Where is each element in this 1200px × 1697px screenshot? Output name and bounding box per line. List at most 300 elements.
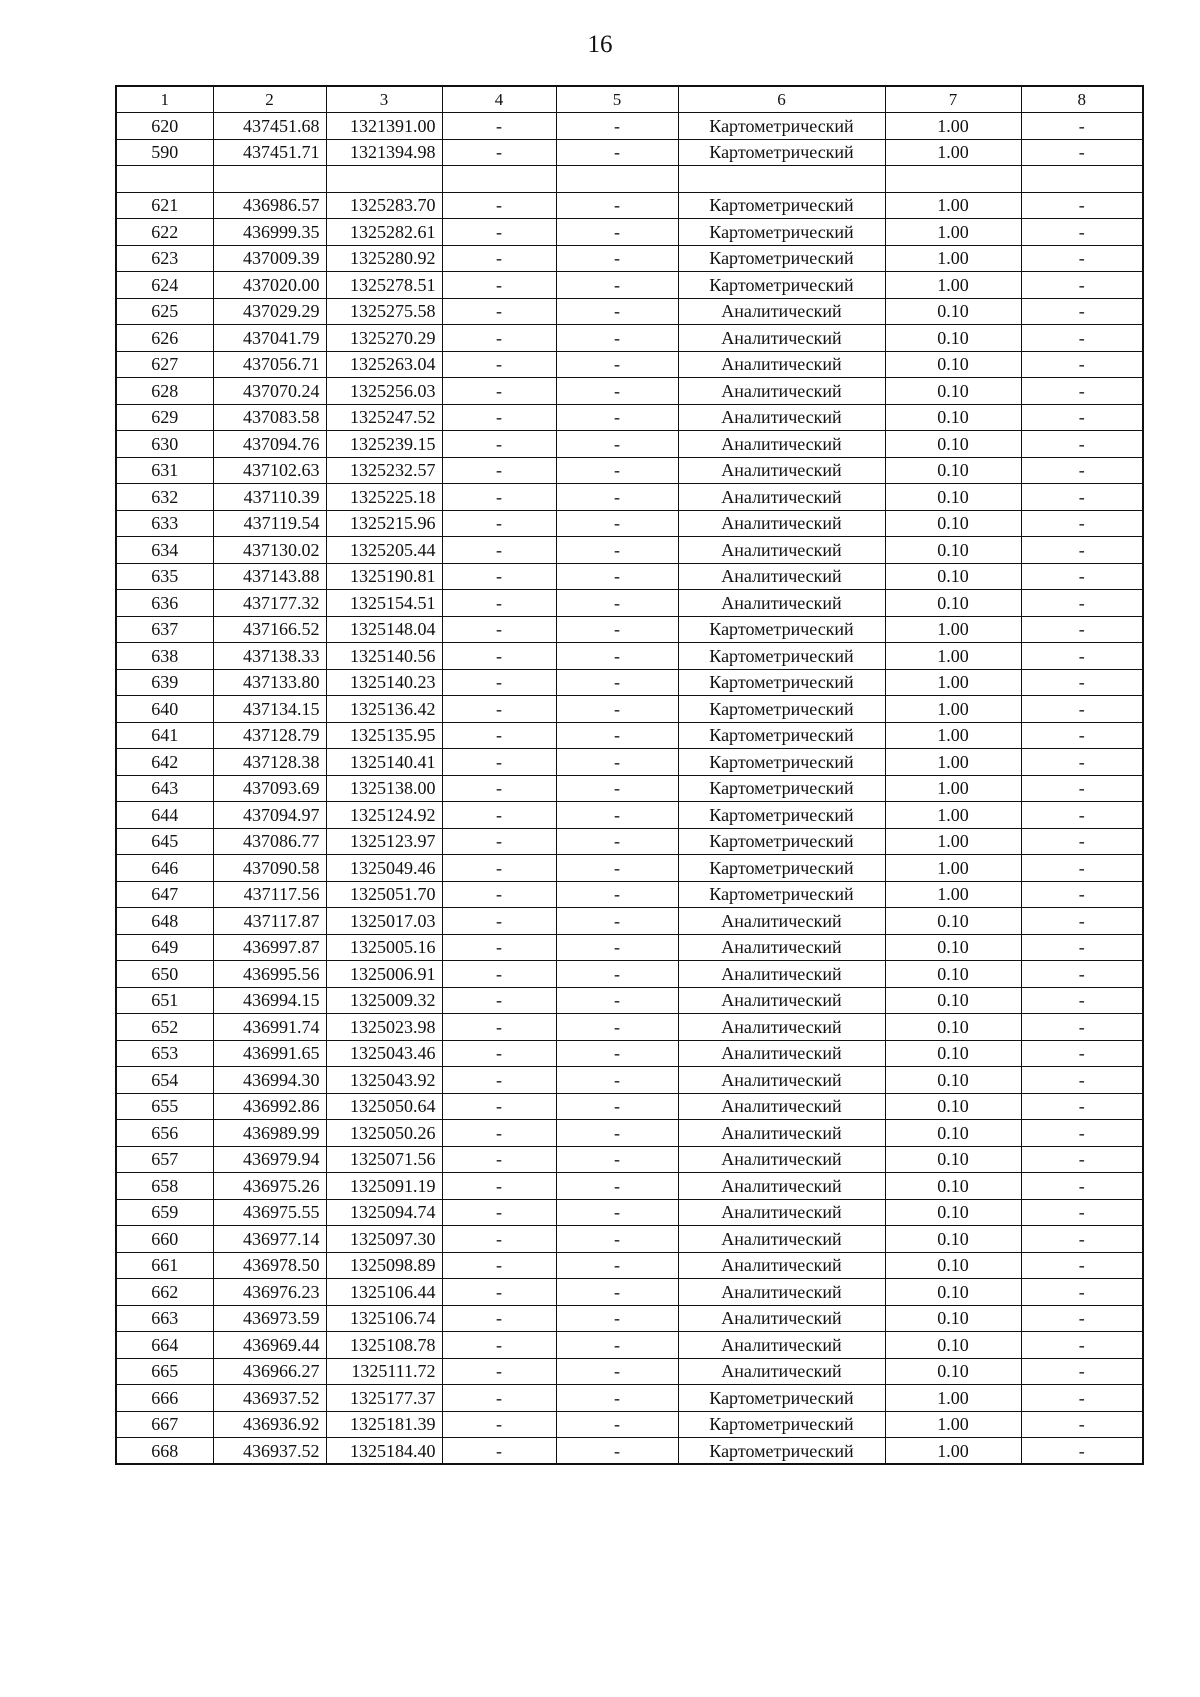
- column-4-cell: -: [442, 643, 556, 670]
- y-coordinate-cell: 1325098.89: [326, 1252, 442, 1279]
- point-number-cell: 663: [116, 1305, 213, 1332]
- method-cell: Аналитический: [678, 934, 885, 961]
- column-5-cell: -: [556, 590, 678, 617]
- column-4-cell: -: [442, 775, 556, 802]
- accuracy-cell: 0.10: [885, 961, 1021, 988]
- column-5-cell: -: [556, 404, 678, 431]
- accuracy-cell: 0.10: [885, 404, 1021, 431]
- column-4-cell: -: [442, 192, 556, 219]
- column-8-cell: -: [1021, 802, 1143, 829]
- x-coordinate-cell: 437102.63: [213, 457, 326, 484]
- accuracy-cell: 0.10: [885, 1332, 1021, 1359]
- column-5-cell: -: [556, 1305, 678, 1332]
- point-number-cell: 659: [116, 1199, 213, 1226]
- y-coordinate-cell: 1325091.19: [326, 1173, 442, 1200]
- x-coordinate-cell: 437177.32: [213, 590, 326, 617]
- y-coordinate-cell: 1325049.46: [326, 855, 442, 882]
- column-4-cell: -: [442, 881, 556, 908]
- point-number-cell: 635: [116, 563, 213, 590]
- accuracy-cell: 0.10: [885, 510, 1021, 537]
- accuracy-cell: 0.10: [885, 1226, 1021, 1253]
- column-5-cell: -: [556, 961, 678, 988]
- column-8-cell: -: [1021, 934, 1143, 961]
- accuracy-cell: 0.10: [885, 1067, 1021, 1094]
- column-5-cell: -: [556, 1332, 678, 1359]
- point-number-cell: 666: [116, 1385, 213, 1412]
- accuracy-cell: 1.00: [885, 1438, 1021, 1465]
- column-4-cell: -: [442, 908, 556, 935]
- column-5-cell: -: [556, 722, 678, 749]
- method-cell: Картометрический: [678, 775, 885, 802]
- column-header: 4: [442, 86, 556, 113]
- method-cell: Аналитический: [678, 431, 885, 458]
- y-coordinate-cell: 1325181.39: [326, 1411, 442, 1438]
- column-8-cell: -: [1021, 510, 1143, 537]
- y-coordinate-cell: 1325138.00: [326, 775, 442, 802]
- column-5-cell: -: [556, 1226, 678, 1253]
- method-cell: Аналитический: [678, 1305, 885, 1332]
- method-cell: Аналитический: [678, 1199, 885, 1226]
- column-4-cell: -: [442, 722, 556, 749]
- accuracy-cell: 1.00: [885, 616, 1021, 643]
- accuracy-cell: 0.10: [885, 1120, 1021, 1147]
- x-coordinate-cell: 437117.56: [213, 881, 326, 908]
- method-cell: Аналитический: [678, 1173, 885, 1200]
- x-coordinate-cell: 436975.26: [213, 1173, 326, 1200]
- point-number-cell: 642: [116, 749, 213, 776]
- x-coordinate-cell: [213, 166, 326, 193]
- point-number-cell: 633: [116, 510, 213, 537]
- x-coordinate-cell: 436986.57: [213, 192, 326, 219]
- column-4-cell: -: [442, 431, 556, 458]
- y-coordinate-cell: 1325270.29: [326, 325, 442, 352]
- accuracy-cell: 1.00: [885, 855, 1021, 882]
- x-coordinate-cell: 436976.23: [213, 1279, 326, 1306]
- method-cell: Картометрический: [678, 272, 885, 299]
- column-4-cell: -: [442, 855, 556, 882]
- method-cell: Аналитический: [678, 1014, 885, 1041]
- column-4-cell: -: [442, 696, 556, 723]
- table-row: [116, 802, 1143, 829]
- column-8-cell: -: [1021, 696, 1143, 723]
- y-coordinate-cell: [326, 166, 442, 193]
- y-coordinate-cell: 1325205.44: [326, 537, 442, 564]
- x-coordinate-cell: 437094.76: [213, 431, 326, 458]
- x-coordinate-cell: 436973.59: [213, 1305, 326, 1332]
- x-coordinate-cell: 436937.52: [213, 1438, 326, 1465]
- column-4-cell: -: [442, 113, 556, 140]
- column-4-cell: -: [442, 828, 556, 855]
- column-4-cell: -: [442, 1411, 556, 1438]
- point-number-cell: 667: [116, 1411, 213, 1438]
- accuracy-cell: 0.10: [885, 987, 1021, 1014]
- method-cell: Картометрический: [678, 139, 885, 166]
- column-8-cell: -: [1021, 219, 1143, 246]
- point-number-cell: 656: [116, 1120, 213, 1147]
- table-row: [116, 457, 1143, 484]
- point-number-cell: 627: [116, 351, 213, 378]
- accuracy-cell: 0.10: [885, 1358, 1021, 1385]
- method-cell: Картометрический: [678, 1411, 885, 1438]
- y-coordinate-cell: 1325140.56: [326, 643, 442, 670]
- accuracy-cell: 1.00: [885, 245, 1021, 272]
- accuracy-cell: 0.10: [885, 1305, 1021, 1332]
- y-coordinate-cell: 1325232.57: [326, 457, 442, 484]
- column-8-cell: -: [1021, 749, 1143, 776]
- y-coordinate-cell: 1325263.04: [326, 351, 442, 378]
- point-number-cell: 590: [116, 139, 213, 166]
- column-8-cell: -: [1021, 1438, 1143, 1465]
- column-4-cell: -: [442, 484, 556, 511]
- table-row: [116, 404, 1143, 431]
- point-number-cell: 630: [116, 431, 213, 458]
- table-row: [116, 563, 1143, 590]
- x-coordinate-cell: 436966.27: [213, 1358, 326, 1385]
- y-coordinate-cell: 1325140.41: [326, 749, 442, 776]
- column-5-cell: -: [556, 802, 678, 829]
- y-coordinate-cell: 1325023.98: [326, 1014, 442, 1041]
- column-header: 6: [678, 86, 885, 113]
- column-8-cell: -: [1021, 484, 1143, 511]
- x-coordinate-cell: 437090.58: [213, 855, 326, 882]
- method-cell: Картометрический: [678, 855, 885, 882]
- column-5-cell: -: [556, 643, 678, 670]
- column-4-cell: -: [442, 961, 556, 988]
- column-8-cell: -: [1021, 192, 1143, 219]
- column-8-cell: -: [1021, 298, 1143, 325]
- y-coordinate-cell: 1325111.72: [326, 1358, 442, 1385]
- y-coordinate-cell: 1325123.97: [326, 828, 442, 855]
- x-coordinate-cell: 437130.02: [213, 537, 326, 564]
- method-cell: Картометрический: [678, 881, 885, 908]
- y-coordinate-cell: 1325097.30: [326, 1226, 442, 1253]
- column-8-cell: -: [1021, 537, 1143, 564]
- column-4-cell: -: [442, 749, 556, 776]
- point-number-cell: 652: [116, 1014, 213, 1041]
- table-row: [116, 245, 1143, 272]
- column-8-cell: -: [1021, 1226, 1143, 1253]
- table-row: [116, 749, 1143, 776]
- point-number-cell: 658: [116, 1173, 213, 1200]
- table-row: [116, 1226, 1143, 1253]
- accuracy-cell: 1.00: [885, 749, 1021, 776]
- column-4-cell: -: [442, 1067, 556, 1094]
- method-cell: Картометрический: [678, 643, 885, 670]
- column-4-cell: -: [442, 1252, 556, 1279]
- point-number-cell: 631: [116, 457, 213, 484]
- point-number-cell: 647: [116, 881, 213, 908]
- column-8-cell: -: [1021, 669, 1143, 696]
- table-row: [116, 431, 1143, 458]
- column-8-cell: -: [1021, 828, 1143, 855]
- y-coordinate-cell: 1325278.51: [326, 272, 442, 299]
- y-coordinate-cell: 1325140.23: [326, 669, 442, 696]
- point-number-cell: 668: [116, 1438, 213, 1465]
- column-4-cell: -: [442, 1305, 556, 1332]
- point-number-cell: 645: [116, 828, 213, 855]
- method-cell: Картометрический: [678, 722, 885, 749]
- accuracy-cell: 0.10: [885, 1040, 1021, 1067]
- accuracy-cell: 1.00: [885, 828, 1021, 855]
- point-number-cell: 634: [116, 537, 213, 564]
- column-5-cell: -: [556, 775, 678, 802]
- method-cell: Аналитический: [678, 404, 885, 431]
- point-number-cell: 640: [116, 696, 213, 723]
- table-row: [116, 272, 1143, 299]
- column-8-cell: -: [1021, 855, 1143, 882]
- method-cell: Аналитический: [678, 1067, 885, 1094]
- column-5-cell: -: [556, 1093, 678, 1120]
- table-row: [116, 722, 1143, 749]
- method-cell: Картометрический: [678, 669, 885, 696]
- column-4-cell: -: [442, 802, 556, 829]
- column-header: 3: [326, 86, 442, 113]
- method-cell: Аналитический: [678, 378, 885, 405]
- y-coordinate-cell: 1325275.58: [326, 298, 442, 325]
- x-coordinate-cell: 437086.77: [213, 828, 326, 855]
- table-header-row: [116, 86, 1143, 113]
- x-coordinate-cell: 437117.87: [213, 908, 326, 935]
- method-cell: Аналитический: [678, 484, 885, 511]
- y-coordinate-cell: 1325225.18: [326, 484, 442, 511]
- method-cell: Аналитический: [678, 351, 885, 378]
- column-4-cell: -: [442, 457, 556, 484]
- column-8-cell: -: [1021, 245, 1143, 272]
- method-cell: Картометрический: [678, 828, 885, 855]
- column-4-cell: -: [442, 616, 556, 643]
- method-cell: Аналитический: [678, 1120, 885, 1147]
- x-coordinate-cell: 437009.39: [213, 245, 326, 272]
- point-number-cell: 636: [116, 590, 213, 617]
- column-8-cell: -: [1021, 1173, 1143, 1200]
- x-coordinate-cell: 436997.87: [213, 934, 326, 961]
- x-coordinate-cell: 437070.24: [213, 378, 326, 405]
- method-cell: Аналитический: [678, 457, 885, 484]
- column-8-cell: -: [1021, 590, 1143, 617]
- table-row: [116, 669, 1143, 696]
- y-coordinate-cell: 1325283.70: [326, 192, 442, 219]
- y-coordinate-cell: 1325017.03: [326, 908, 442, 935]
- column-8-cell: -: [1021, 325, 1143, 352]
- y-coordinate-cell: 1325177.37: [326, 1385, 442, 1412]
- column-5-cell: -: [556, 192, 678, 219]
- y-coordinate-cell: 1325051.70: [326, 881, 442, 908]
- x-coordinate-cell: 436994.30: [213, 1067, 326, 1094]
- column-4-cell: -: [442, 1014, 556, 1041]
- table-row: [116, 351, 1143, 378]
- column-4-cell: -: [442, 987, 556, 1014]
- column-5-cell: -: [556, 113, 678, 140]
- accuracy-cell: 0.10: [885, 537, 1021, 564]
- method-cell: Аналитический: [678, 510, 885, 537]
- y-coordinate-cell: 1325106.44: [326, 1279, 442, 1306]
- column-5-cell: -: [556, 1120, 678, 1147]
- x-coordinate-cell: 437166.52: [213, 616, 326, 643]
- column-8-cell: -: [1021, 1305, 1143, 1332]
- table-row: [116, 1173, 1143, 1200]
- method-cell: Картометрический: [678, 1385, 885, 1412]
- y-coordinate-cell: 1325154.51: [326, 590, 442, 617]
- column-5-cell: -: [556, 1146, 678, 1173]
- table-row: [116, 1040, 1143, 1067]
- column-5-cell: -: [556, 1199, 678, 1226]
- table-row: [116, 219, 1143, 246]
- column-8-cell: -: [1021, 775, 1143, 802]
- column-8-cell: -: [1021, 881, 1143, 908]
- column-4-cell: -: [442, 1358, 556, 1385]
- column-4-cell: -: [442, 590, 556, 617]
- column-4-cell: -: [442, 1385, 556, 1412]
- y-coordinate-cell: 1325124.92: [326, 802, 442, 829]
- column-5-cell: -: [556, 351, 678, 378]
- method-cell: Аналитический: [678, 563, 885, 590]
- y-coordinate-cell: 1325190.81: [326, 563, 442, 590]
- point-number-cell: 629: [116, 404, 213, 431]
- column-5-cell: -: [556, 749, 678, 776]
- x-coordinate-cell: 436937.52: [213, 1385, 326, 1412]
- x-coordinate-cell: 436978.50: [213, 1252, 326, 1279]
- column-8-cell: -: [1021, 1040, 1143, 1067]
- point-number-cell: 646: [116, 855, 213, 882]
- column-8-cell: -: [1021, 1120, 1143, 1147]
- column-4-cell: -: [442, 563, 556, 590]
- point-number-cell: 641: [116, 722, 213, 749]
- accuracy-cell: 1.00: [885, 1411, 1021, 1438]
- table-row: [116, 1199, 1143, 1226]
- column-5-cell: -: [556, 1411, 678, 1438]
- x-coordinate-cell: 437128.38: [213, 749, 326, 776]
- y-coordinate-cell: 1325136.42: [326, 696, 442, 723]
- column-4-cell: -: [442, 272, 556, 299]
- table-row: [116, 828, 1143, 855]
- y-coordinate-cell: 1325239.15: [326, 431, 442, 458]
- method-cell: Аналитический: [678, 908, 885, 935]
- accuracy-cell: 0.10: [885, 1146, 1021, 1173]
- accuracy-cell: 1.00: [885, 219, 1021, 246]
- method-cell: Аналитический: [678, 1146, 885, 1173]
- column-8-cell: -: [1021, 1411, 1143, 1438]
- x-coordinate-cell: 437094.97: [213, 802, 326, 829]
- column-8-cell: -: [1021, 457, 1143, 484]
- y-coordinate-cell: 1325005.16: [326, 934, 442, 961]
- column-8-cell: -: [1021, 616, 1143, 643]
- column-4-cell: -: [442, 219, 556, 246]
- accuracy-cell: 1.00: [885, 775, 1021, 802]
- y-coordinate-cell: 1325050.26: [326, 1120, 442, 1147]
- y-coordinate-cell: 1321394.98: [326, 139, 442, 166]
- column-5-cell: -: [556, 881, 678, 908]
- column-5-cell: [556, 166, 678, 193]
- column-5-cell: -: [556, 298, 678, 325]
- accuracy-cell: 1.00: [885, 272, 1021, 299]
- column-5-cell: -: [556, 484, 678, 511]
- column-8-cell: -: [1021, 351, 1143, 378]
- table-row: [116, 378, 1143, 405]
- column-4-cell: -: [442, 298, 556, 325]
- column-5-cell: -: [556, 1385, 678, 1412]
- table-row: [116, 192, 1143, 219]
- accuracy-cell: 1.00: [885, 881, 1021, 908]
- coordinates-table-body: [116, 86, 1143, 1464]
- accuracy-cell: 1.00: [885, 113, 1021, 140]
- table-row: [116, 1332, 1143, 1359]
- method-cell: Аналитический: [678, 1279, 885, 1306]
- method-cell: Аналитический: [678, 961, 885, 988]
- accuracy-cell: 0.10: [885, 457, 1021, 484]
- point-number-cell: 625: [116, 298, 213, 325]
- method-cell: Картометрический: [678, 113, 885, 140]
- point-number-cell: 624: [116, 272, 213, 299]
- x-coordinate-cell: 436979.94: [213, 1146, 326, 1173]
- method-cell: Картометрический: [678, 802, 885, 829]
- method-cell: Аналитический: [678, 1226, 885, 1253]
- point-number-cell: 644: [116, 802, 213, 829]
- accuracy-cell: [885, 166, 1021, 193]
- column-5-cell: -: [556, 1279, 678, 1306]
- table-row: [116, 1411, 1143, 1438]
- column-5-cell: -: [556, 219, 678, 246]
- accuracy-cell: 0.10: [885, 563, 1021, 590]
- table-row: [116, 298, 1143, 325]
- accuracy-cell: 0.10: [885, 431, 1021, 458]
- point-number-cell: 657: [116, 1146, 213, 1173]
- point-number-cell: 637: [116, 616, 213, 643]
- column-8-cell: -: [1021, 1093, 1143, 1120]
- point-number-cell: 653: [116, 1040, 213, 1067]
- accuracy-cell: 0.10: [885, 1093, 1021, 1120]
- y-coordinate-cell: 1325148.04: [326, 616, 442, 643]
- table-row: [116, 1014, 1143, 1041]
- column-5-cell: -: [556, 908, 678, 935]
- column-8-cell: -: [1021, 1332, 1143, 1359]
- method-cell: Аналитический: [678, 1093, 885, 1120]
- point-number-cell: 654: [116, 1067, 213, 1094]
- point-number-cell: [116, 166, 213, 193]
- column-8-cell: -: [1021, 139, 1143, 166]
- point-number-cell: 661: [116, 1252, 213, 1279]
- point-number-cell: 639: [116, 669, 213, 696]
- method-cell: Аналитический: [678, 1332, 885, 1359]
- x-coordinate-cell: 437451.71: [213, 139, 326, 166]
- y-coordinate-cell: 1325106.74: [326, 1305, 442, 1332]
- column-4-cell: -: [442, 351, 556, 378]
- accuracy-cell: 1.00: [885, 802, 1021, 829]
- column-header: 2: [213, 86, 326, 113]
- column-header: 8: [1021, 86, 1143, 113]
- column-5-cell: -: [556, 1014, 678, 1041]
- column-5-cell: -: [556, 616, 678, 643]
- x-coordinate-cell: 437093.69: [213, 775, 326, 802]
- column-4-cell: -: [442, 510, 556, 537]
- column-5-cell: -: [556, 1067, 678, 1094]
- y-coordinate-cell: 1325050.64: [326, 1093, 442, 1120]
- table-row: [116, 484, 1143, 511]
- point-number-cell: 649: [116, 934, 213, 961]
- column-5-cell: -: [556, 431, 678, 458]
- y-coordinate-cell: 1325184.40: [326, 1438, 442, 1465]
- column-4-cell: -: [442, 537, 556, 564]
- column-5-cell: -: [556, 855, 678, 882]
- accuracy-cell: 1.00: [885, 192, 1021, 219]
- coordinates-table: [115, 85, 1144, 1465]
- table-row: [116, 643, 1143, 670]
- table-row: [116, 961, 1143, 988]
- point-number-cell: 648: [116, 908, 213, 935]
- point-number-cell: 620: [116, 113, 213, 140]
- table-row: [116, 166, 1143, 193]
- column-8-cell: -: [1021, 643, 1143, 670]
- column-4-cell: -: [442, 1120, 556, 1147]
